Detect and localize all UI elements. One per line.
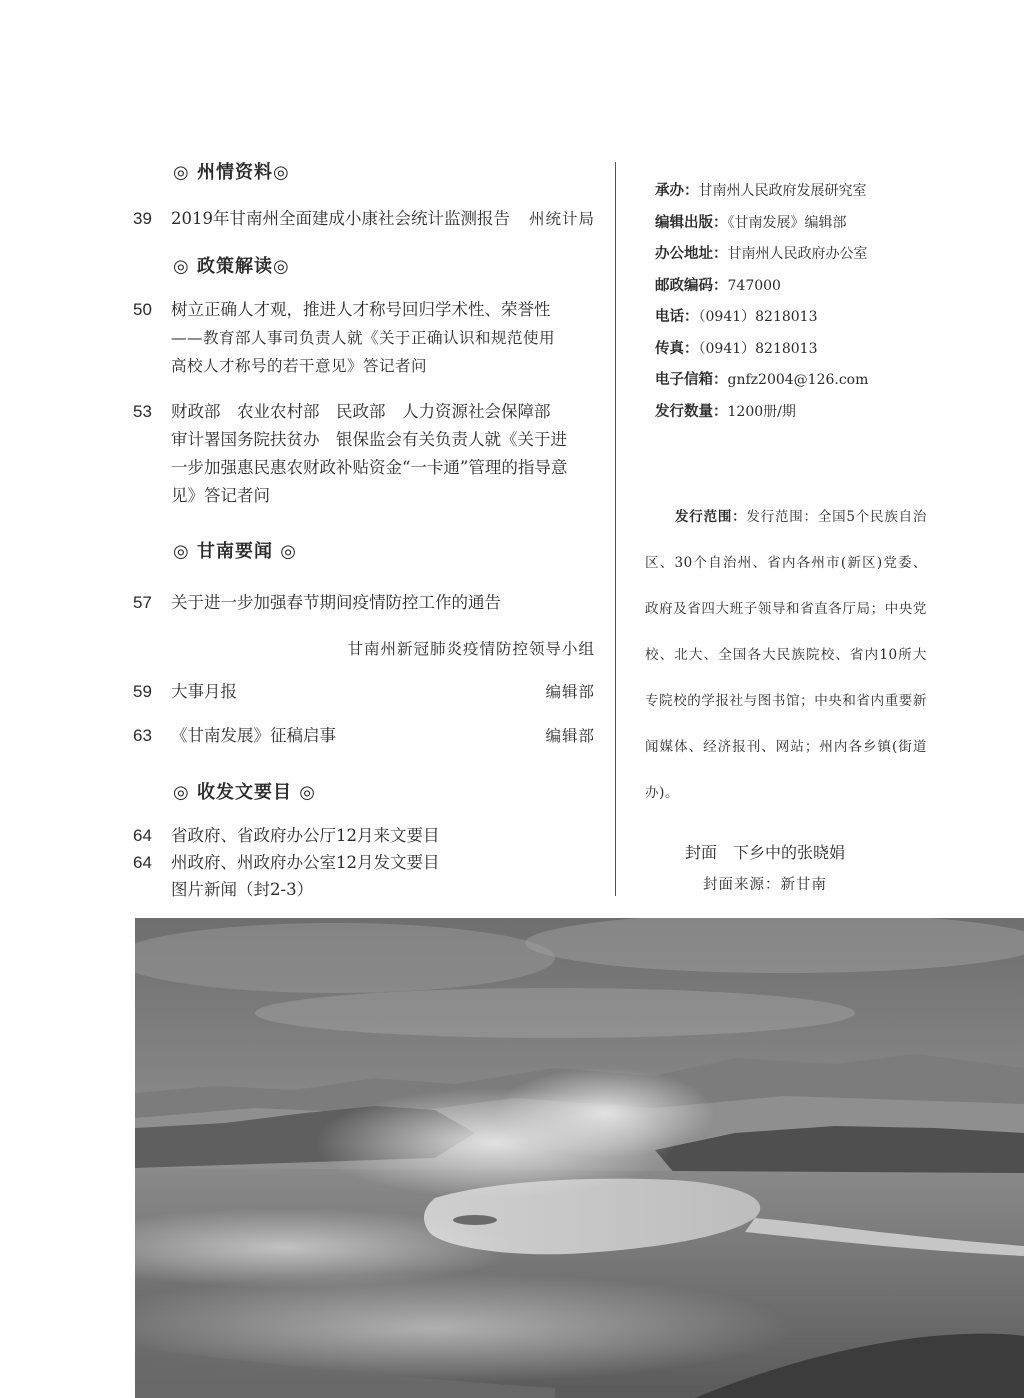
info-row-publisher: 编辑出版：《甘南发展》编辑部 — [655, 214, 847, 231]
entry-title: 2019年甘南州全面建成小康社会统计监测报告 — [171, 209, 510, 228]
toc-entry[interactable] — [133, 876, 595, 904]
page-number: 39 — [133, 209, 152, 228]
info-row-sponsor: 承办：甘南州人民政府发展研究室 — [655, 183, 867, 199]
entry-title: 关于进一步加强春节期间疫情防控工作的通告 — [171, 593, 501, 612]
toc-entry[interactable] — [133, 849, 595, 877]
cover-caption — [685, 840, 845, 863]
entry-title: 州政府、州政府办公室12月发文要目 — [171, 853, 440, 872]
entry-title-line: 一步加强惠民惠农财政补贴资金“一卡通”管理的指导意 — [171, 458, 568, 477]
distribution-label: 发行范围： — [675, 509, 747, 524]
entry-title-line: 审计署国务院扶贫办 银保监会有关负责人就《关于进 — [171, 430, 567, 449]
column-divider — [615, 162, 616, 896]
page-number: 50 — [133, 300, 152, 319]
page-number: 63 — [133, 726, 152, 745]
entry-author: 编辑部 — [545, 683, 595, 701]
entry-title-line: 财政部 农业农村部 民政部 人力资源社会保障部 — [171, 402, 551, 421]
publication-info — [655, 176, 975, 428]
entry-title: 树立正确人才观，推进人才称号回归学术性、荣誉性 — [171, 300, 551, 319]
info-row-email: 电子信箱：gnfz2004@126.com — [655, 372, 869, 388]
toc-entry[interactable] — [133, 678, 595, 706]
page-number: 53 — [133, 402, 152, 421]
cover-label: 封面 — [685, 845, 718, 862]
entry-title-line: 见》答记者问 — [171, 486, 270, 505]
info-row-circulation: 发行数量：1200册/期 — [655, 403, 796, 420]
landscape-photo — [135, 918, 1024, 1398]
info-row-address: 办公地址：甘南州人民政府办公室 — [655, 246, 868, 262]
info-row-postcode: 邮政编码：747000 — [655, 277, 781, 294]
section-heading-gannan-news: ◎ 甘南要闻 ◎ — [173, 541, 297, 562]
entry-subtitle: 高校人才称号的若干意见》答记者问 — [171, 357, 428, 375]
toc-entry[interactable] — [133, 398, 595, 510]
toc-entry[interactable] — [133, 822, 595, 850]
distribution-scope — [645, 494, 927, 816]
entry-author: 甘南州新冠肺炎疫情防控领导小组 — [347, 640, 595, 658]
page-number: 57 — [133, 593, 152, 612]
info-row-phone: 电话：（0941）8218013 — [655, 309, 818, 325]
cover-title: 下乡中的张晓娟 — [733, 845, 846, 862]
toc-entry[interactable] — [133, 296, 595, 380]
toc-entry[interactable] — [133, 205, 595, 233]
entry-title: 《甘南发展》征稿启事 — [171, 726, 336, 745]
entry-title: 图片新闻（封2-3） — [171, 880, 314, 899]
info-row-fax: 传真：（0941）8218013 — [655, 340, 818, 357]
entry-title: 大事月报 — [171, 682, 237, 701]
page-number: 64 — [133, 853, 152, 872]
section-heading-state-info: ◎ 州情资料◎ — [173, 162, 290, 183]
page-number: 59 — [133, 682, 152, 701]
landscape-image — [135, 918, 1024, 1398]
section-heading-documents: ◎ 收发文要目 ◎ — [173, 782, 316, 803]
toc-entry[interactable] — [133, 589, 595, 617]
distribution-text: 发行范围：全国5个民族自治区、30个自治州、省内各州市(新区)党委、政府及省四大班子领导和省直各厅局；中央党校、北大、全国各大民族院校、省内10所大专院校的学报社与图书馆；中央和省内重要新闻媒体、经济报刊、网站；州内各乡镇(街道办)。 — [645, 509, 928, 801]
cover-source: 封面来源：新甘南 — [703, 877, 827, 893]
page-number: 64 — [133, 826, 152, 845]
entry-subtitle: ——教育部人事司负责人就《关于正确认识和规范使用 — [171, 329, 556, 347]
entry-author: 州统计局 — [528, 210, 595, 228]
toc-entry[interactable] — [133, 722, 595, 750]
entry-title: 省政府、省政府办公厅12月来文要目 — [171, 826, 440, 845]
entry-author: 编辑部 — [545, 727, 595, 745]
section-heading-policy: ◎ 政策解读◎ — [173, 256, 290, 277]
